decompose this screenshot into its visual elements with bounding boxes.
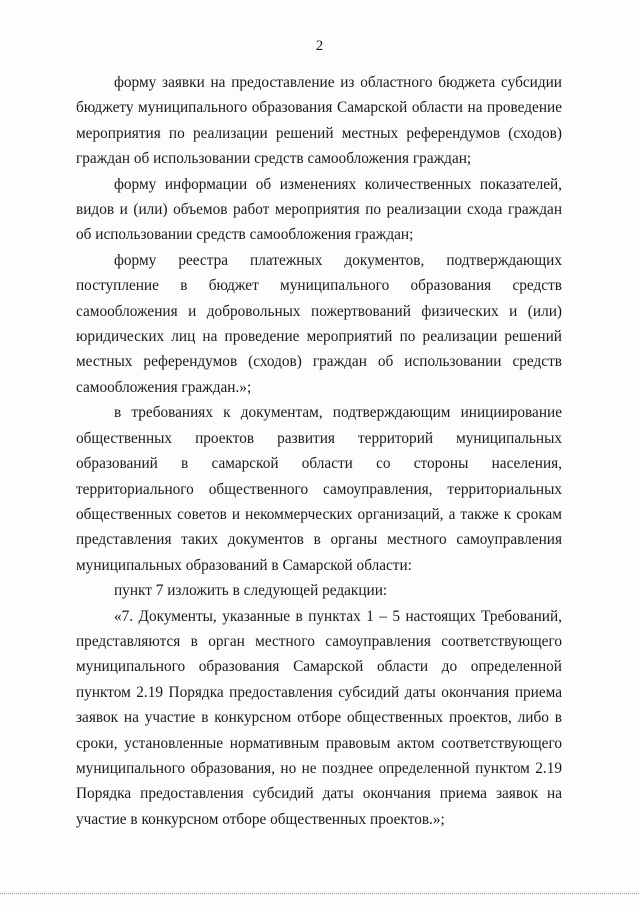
paragraph-information-form: форму информации об изменениях количественных показателей, видов и (или) объемов работ мероприятия по реализации схода граждан об использовании средств самообложения граждан; [76,175,562,244]
bottom-divider [0,893,639,894]
document-body [76,70,562,832]
page-number: 2 [315,38,324,54]
paragraph-point-7-text: «7. Документы, указанные в пунктах 1 – 5 настоящих Требований, представляются в орган местного самоуправления соответствующего муниципального образования Самарской области до определенной пунктом 2.19 Порядка предоставления субсидий даты окончания приема заявок на участие в конкурсном отборе общественных проектов, либо в сроки, установленные нормативным правовым актом соответствующего муниципального образования, но не позднее определенной пунктом 2.19 Порядка предоставления субсидий даты окончания приема заявок на участие в конкурсном отборе общественных проектов.»; [76,607,562,828]
paragraph-point-7-intro: пункт 7 изложить в следующей редакции: [114,582,388,600]
paragraph-application-form: форму заявки на предоставление из областного бюджета субсидии бюджету муниципального образования Самарской области на проведение мероприятия по реализации решений местных референдумов (сходов) граждан об использовании средств самообложения граждан; [76,74,562,168]
paragraph-registry-form: форму реестра платежных документов, подтверждающих поступление в бюджет муниципального образования средств самообложения и добровольных пожертвований физических и (или) юридических лиц на проведение мероприятий по реализации решений местных референдумов (сходов) граждан об использовании средств самообложения граждан.»; [76,251,562,396]
paragraph-requirements: в требованиях к документам, подтверждающим инициирование общественных проектов развития территорий муниципальных образований в самарской области со стороны населения, территориального общественного самоуправления, территориальных общественных советов и некоммерческих организаций, а также к срокам представления таких документов в органы местного самоуправления муниципальных образований в Самарской области: [76,404,562,574]
